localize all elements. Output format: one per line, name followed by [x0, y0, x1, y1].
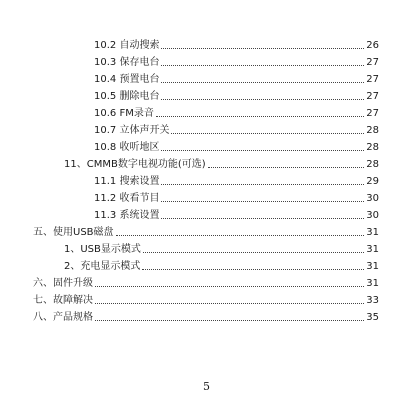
toc-entry	[94, 188, 379, 205]
toc-entry-page: 31	[366, 261, 379, 272]
page-number: 5	[203, 380, 210, 393]
toc-dot-leader	[143, 252, 364, 253]
toc-entry	[94, 137, 379, 154]
toc-entry-label: 10.2 自动搜索	[94, 40, 160, 51]
toc-entry-page: 31	[366, 244, 379, 255]
toc-entry-label: 11、CMMB数字电视功能(可选)	[64, 159, 206, 170]
toc-entry-page: 29	[366, 176, 379, 187]
toc-entry-label: 10.3 保存电台	[94, 57, 160, 68]
toc-entry-page: 27	[366, 91, 379, 102]
toc-entry	[64, 239, 379, 256]
toc-entry	[94, 86, 379, 103]
toc-entry	[64, 154, 379, 171]
toc-entry-page: 31	[366, 278, 379, 289]
toc-entry-page: 27	[366, 74, 379, 85]
toc-entry	[94, 69, 379, 86]
toc-entry-label: 10.5 删除电台	[94, 91, 160, 102]
toc-entry-label: 10.4 预置电台	[94, 74, 160, 85]
toc-entry-label: 1、USB显示模式	[64, 244, 141, 255]
toc-entry-label: 11.3 系统设置	[94, 210, 160, 221]
toc-entry-page: 27	[366, 57, 379, 68]
toc-entry-page: 28	[366, 159, 379, 170]
toc-entry-label: 10.6 FM录音	[94, 108, 154, 119]
toc-entry-label: 2、充电显示模式	[64, 261, 141, 272]
toc-entry-label: 11.2 收看节目	[94, 193, 160, 204]
toc-entry	[94, 205, 379, 222]
toc-dot-leader	[161, 218, 364, 219]
toc-entry-page: 28	[366, 142, 379, 153]
toc-entry	[94, 171, 379, 188]
toc-dot-leader	[116, 235, 365, 236]
toc-entry-page: 33	[366, 295, 379, 306]
toc-dot-leader	[156, 116, 364, 117]
toc-entry-page: 35	[366, 312, 379, 323]
toc-entry	[33, 273, 379, 290]
toc-entry	[64, 256, 379, 273]
toc-entry-label: 六、固件升级	[33, 278, 93, 289]
toc-dot-leader	[161, 82, 364, 83]
toc-entry-label: 七、故障解决	[33, 295, 93, 306]
toc-entry	[33, 307, 379, 324]
toc-entry-label: 五、使用USB磁盘	[33, 227, 114, 238]
toc-entry-page: 31	[366, 227, 379, 238]
toc-dot-leader	[95, 286, 364, 287]
toc-entry-label: 10.7 立体声开关	[94, 125, 170, 136]
toc-entry	[33, 222, 379, 239]
toc-entry-page: 26	[366, 40, 379, 51]
toc-entry	[94, 52, 379, 69]
toc-entry-page: 30	[366, 193, 379, 204]
toc-entry-label: 11.1 搜索设置	[94, 176, 160, 187]
toc-entry	[94, 120, 379, 137]
toc-entry	[94, 35, 379, 52]
toc-dot-leader	[161, 184, 364, 185]
toc-dot-leader	[161, 201, 364, 202]
toc-dot-leader	[95, 320, 364, 321]
toc-dot-leader	[161, 150, 364, 151]
toc-entry	[94, 103, 379, 120]
toc-dot-leader	[161, 99, 364, 100]
toc-entry-page: 30	[366, 210, 379, 221]
toc-dot-leader	[161, 48, 364, 49]
toc-entry-page: 27	[366, 108, 379, 119]
toc-dot-leader	[208, 167, 365, 168]
toc-entry-label: 八、产品规格	[33, 312, 93, 323]
toc-entry-label: 10.8 收听地区	[94, 142, 160, 153]
toc-entry-page: 28	[366, 125, 379, 136]
toc-dot-leader	[171, 133, 364, 134]
toc-dot-leader	[142, 269, 364, 270]
toc-dot-leader	[95, 303, 364, 304]
toc-dot-leader	[161, 65, 364, 66]
toc-entry	[33, 290, 379, 307]
